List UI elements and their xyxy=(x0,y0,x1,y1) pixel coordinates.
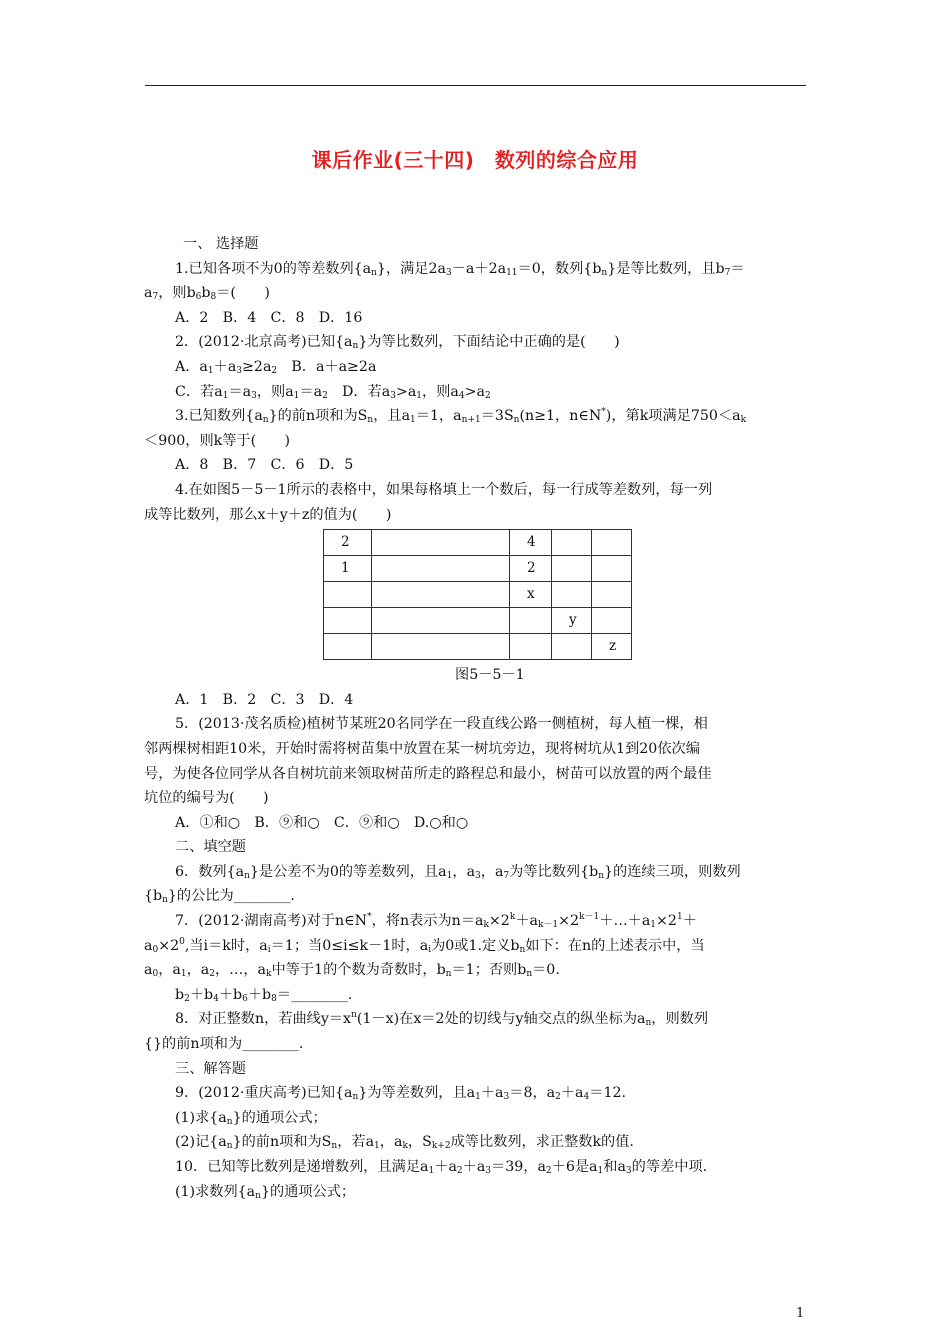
question-1: 1.已知各项不为0的等差数列$\{a_n\}$，满足$2a_3-a+2a_{11}=0$，数列$\{b_n\}$是等比数列，且$b_7=$ xyxy=(175,260,745,278)
grid-cell: x xyxy=(510,582,552,608)
grid-cell xyxy=(372,530,510,556)
grid-cell xyxy=(372,608,510,634)
question-2: 2．(2012·北京高考)已知$\{a_n\}$为等比数列，下面结论中正确的是( ) xyxy=(175,334,620,352)
question-5-options: A．①和○ B．⑨和○ C．⑨和○ D.○和○ xyxy=(175,814,469,831)
grid-row xyxy=(324,634,632,660)
question-9-part-2: (2)记$\{a_n\}$的前n项和为$S_n$，若$a_1$，$a_k$，$S_{k+2}$成等比数列，求正整数k的值. xyxy=(175,1134,634,1152)
grid-row xyxy=(324,556,632,582)
grid-row xyxy=(324,608,632,634)
header-rule xyxy=(145,85,806,86)
grid-cell: z xyxy=(592,634,632,660)
grid-cell xyxy=(552,634,592,660)
question-2-options-cd: C．若$a_1=a_3$，则$a_1=a_2$ D．若$a_3>a_1$，则$a_4>a_2$ xyxy=(175,383,491,401)
question-7-cont-1: $a_0\times 2^0$,当i＝k时，$a_i=1$；当0≤i≤k－1时，$a_i$为0或1.定义$b_n$如下：在n的上述表示中，当 xyxy=(144,936,705,955)
question-7-cont-2: $a_0$，$a_1$，$a_2$，…，$a_k$中等于1的个数为奇数时，$b_n=1$；否则$b_n=0$. xyxy=(144,962,560,980)
grid-cell xyxy=(592,530,632,556)
question-1-cont: $a_7$，则$b_6b_8=$( ) xyxy=(144,285,270,303)
grid-cell xyxy=(324,608,372,634)
grid-row xyxy=(324,582,632,608)
page-title: 课后作业(三十四) 数列的综合应用 xyxy=(311,148,639,172)
grid-cell xyxy=(552,530,592,556)
question-1-options: A．2 B．4 C．8 D．16 xyxy=(175,309,363,326)
question-9: 9．(2012·重庆高考)已知$\{a_n\}$为等差数列，且$a_1+a_3=8$，$a_2+a_4=12$. xyxy=(175,1085,627,1103)
question-10-part-1: (1)求数列$\{a_n\}$的通项公式； xyxy=(175,1183,356,1201)
grid-cell xyxy=(324,634,372,660)
question-9-part-1: (1)求$\{a_n\}$的通项公式； xyxy=(175,1109,327,1127)
section-heading-fill: 二、填空题 xyxy=(175,839,246,856)
grid-cell xyxy=(372,582,510,608)
section-heading-answer: 三、解答题 xyxy=(175,1060,246,1077)
grid-cell xyxy=(372,556,510,582)
question-8-cont: {}的前n项和为________. xyxy=(144,1036,304,1053)
grid-cell xyxy=(552,556,592,582)
question-6: 6．数列$\{a_n\}$是公差不为0的等差数列，且$a_1$，$a_3$，$a_7$为等比数列$\{b_n\}$的连续三项，则数列 xyxy=(175,863,741,881)
grid-cell: 4 xyxy=(510,530,552,556)
question-6-cont: $\{b_n\}$的公比为________. xyxy=(144,888,295,906)
page-number: 1 xyxy=(796,1306,805,1321)
question-3: 3.已知数列$\{a_n\}$的前n项和为$S_n$，且$a_1=1$，$a_{n+1}=3S_n(n\ge 1$，n∈N*)，第k项满足$750<a_k$ xyxy=(175,407,747,426)
section-heading-choice: 一、 选择题 xyxy=(183,236,259,252)
grid-cell xyxy=(592,608,632,634)
question-3-cont: ＜900，则k等于( ) xyxy=(144,432,291,449)
grid-row xyxy=(324,530,632,556)
question-2-options-ab: A．$a_1+a_3\ge 2a_2$ B．a＋a≥2a xyxy=(175,358,377,376)
question-5-cont-2: 号，为使各位同学从各自树坑前来领取树苗所走的路程总和最小，树苗可以放置的两个最佳 xyxy=(144,765,712,782)
grid-cell xyxy=(592,556,632,582)
question-8: 8．对正整数n，若曲线$y=x^n(1-x)$在x＝2处的切线与y轴交点的纵坐标为$a_n$，则数列 xyxy=(175,1010,709,1029)
grid-cell xyxy=(592,582,632,608)
grid-cell xyxy=(372,634,510,660)
figure-5-5-1 xyxy=(323,529,807,660)
question-7-blank: $b_2+b_4+b_6+b_8=\_\_\_\_\_\_\_\_$. xyxy=(175,986,353,1004)
question-10: 10．已知等比数列是递增数列，且满足$a_1+a_2+a_3=39$，$a_2+6$是$a_1$和$a_3$的等差中项. xyxy=(175,1159,708,1176)
question-7: 7．(2012·湖南高考)对于n∈N*，将n表示为$n=a_k\times 2^k+a_{k-1}\times 2^{k-1}+\dots+a_1\times 2^1+$ xyxy=(175,912,697,931)
question-3-options: A．8 B．7 C．6 D．5 xyxy=(175,457,354,474)
question-5-cont-3: 坑位的编号为( ) xyxy=(144,790,269,807)
question-4-options: A．1 B．2 C．3 D．4 xyxy=(175,691,354,708)
grid-cell: 1 xyxy=(324,556,372,582)
grid-cell: 2 xyxy=(510,556,552,582)
grid-cell xyxy=(510,608,552,634)
question-4-cont: 成等比数列，那么x＋y＋z的值为( ) xyxy=(144,506,392,523)
grid-cell: 2 xyxy=(324,530,372,556)
grid-cell: y xyxy=(552,608,592,634)
grid-cell xyxy=(510,634,552,660)
number-grid xyxy=(323,529,632,660)
question-4: 4.在如图5－5－1所示的表格中，如果每格填上一个数后，每一行成等差数列，每一列 xyxy=(175,481,713,498)
document-body xyxy=(144,232,807,1204)
figure-caption: 图5－5－1 xyxy=(455,667,525,684)
grid-cell xyxy=(324,582,372,608)
grid-cell xyxy=(552,582,592,608)
question-5-cont-1: 邻两棵树相距10米，开始时需将树苗集中放置在某一树坑旁边，现将树坑从1到20依次编 xyxy=(144,740,700,757)
question-5: 5．(2013·茂名质检)植树节某班20名同学在一段直线公路一侧植树，每人植一棵，相 xyxy=(175,716,708,733)
